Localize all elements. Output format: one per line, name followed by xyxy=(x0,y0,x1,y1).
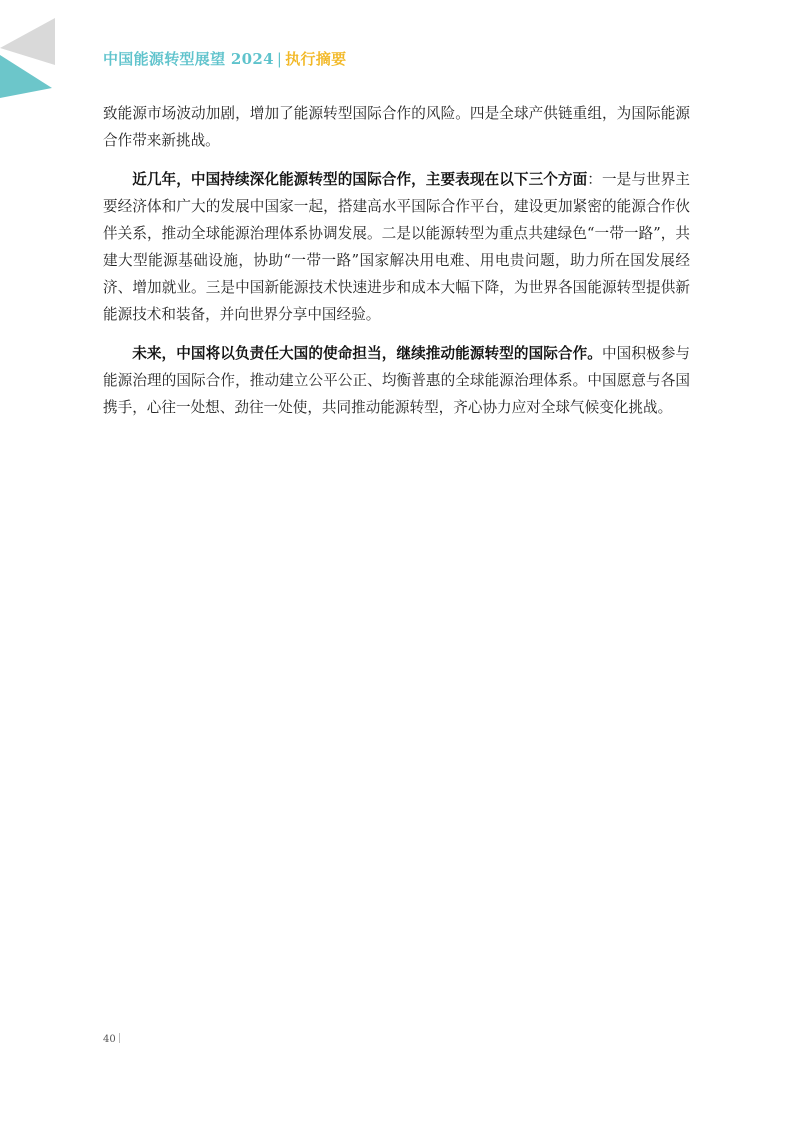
paragraph-2 xyxy=(103,166,690,328)
paragraph-2-lead: 近几年，中国持续深化能源转型的国际合作，主要表现在以下三个方面 xyxy=(132,171,588,188)
page-number-value: 40 xyxy=(103,1034,116,1045)
gray-triangle-shape xyxy=(0,18,55,65)
paragraph-3-text: 中国积极参与能源治理的国际合作，推动建立公平公正、均衡普惠的全球能源治理体系。中国愿意与各国携手，心往一处想、劲往一处使，共同推动能源转型，齐心协力应对全球气候变化挑战。 xyxy=(103,345,690,416)
section-name: 执行摘要 xyxy=(285,50,347,68)
paragraph-1 xyxy=(103,100,690,154)
paragraph-3-lead: 未来，中国将以负责任大国的使命担当，继续推动能源转型的国际合作。 xyxy=(132,345,602,362)
page-number-divider xyxy=(119,1033,120,1043)
header-separator: | xyxy=(276,50,283,68)
corner-decoration xyxy=(0,0,60,110)
paragraph-3 xyxy=(103,340,690,421)
body-text xyxy=(103,100,690,433)
paragraph-1-text: 致能源市场波动加剧，增加了能源转型国际合作的风险。四是全球产供链重组，为国际能源合作带来新挑战。 xyxy=(103,105,690,149)
running-header xyxy=(103,48,346,69)
page-number xyxy=(103,1033,120,1045)
paragraph-2-text: ：一是与世界主要经济体和广大的发展中国家一起，搭建高水平国际合作平台，建设更加紧密的能源合作伙伴关系，推动全球能源治理体系协调发展。二是以能源转型为重点共建绿色“一带一路”，共建大型能源基础设施，协助“一带一路”国家解决用电难、用电贵问题，助力所在国发展经济、增加就业。三是中国新能源技术快速进步和成本大幅下降，为世界各国能源转型提供新能源技术和装备，并向世界分享中国经验。 xyxy=(103,171,690,323)
report-title: 中国能源转型展望 2024 xyxy=(103,50,274,68)
